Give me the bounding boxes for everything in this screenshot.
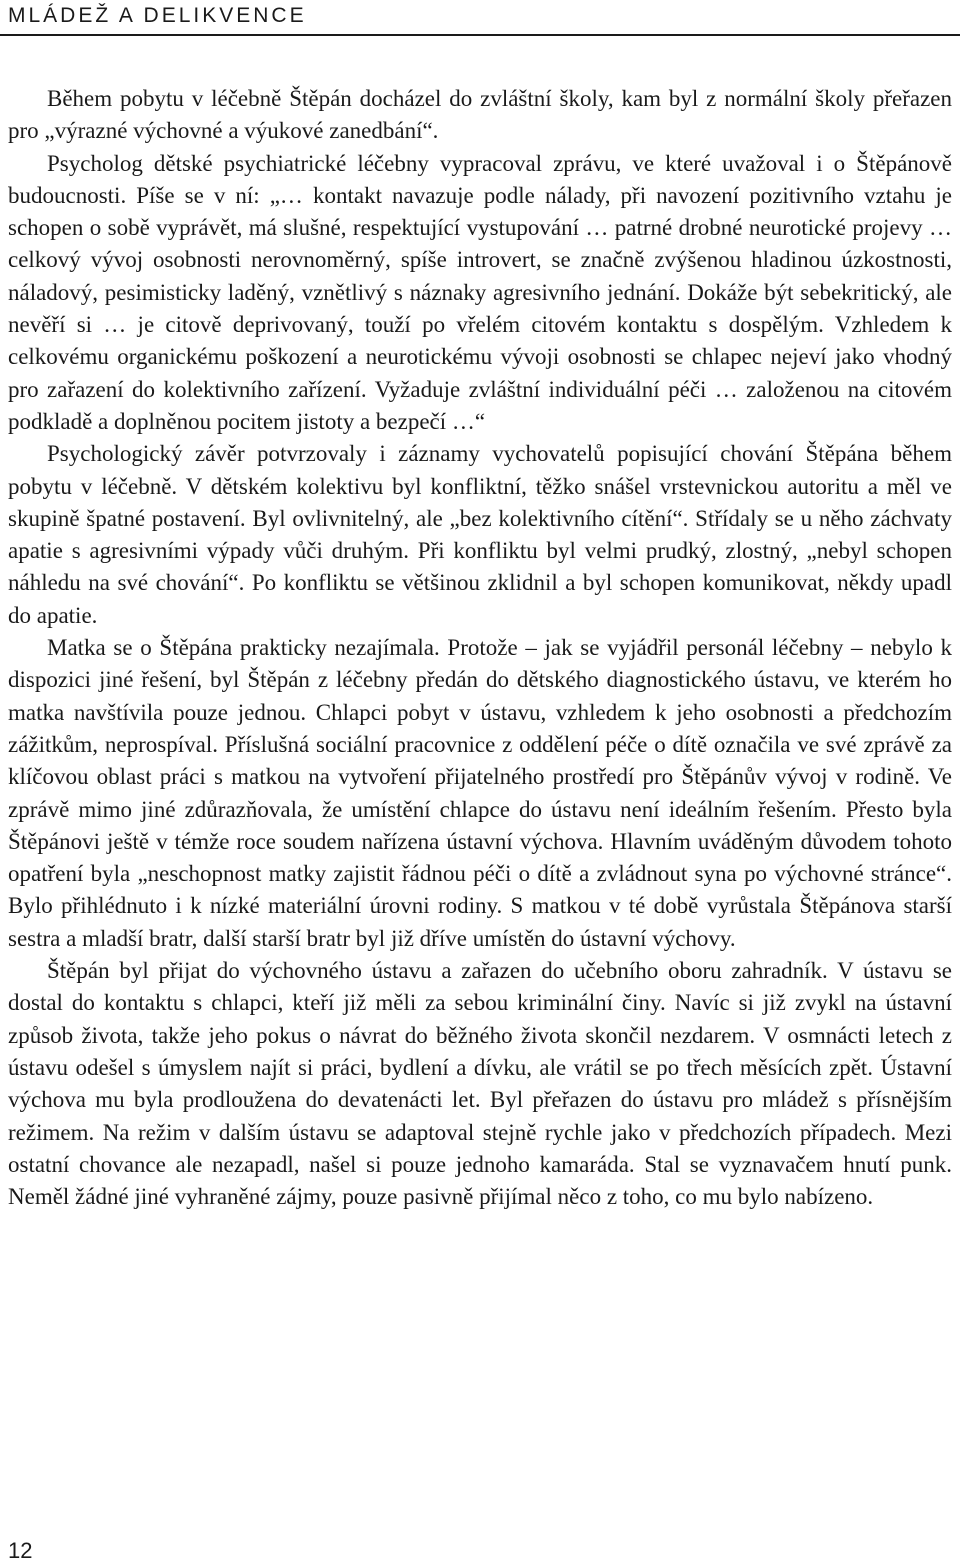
- paragraph: Matka se o Štěpána prakticky nezajímala. Protože – jak se vyjádřil personál léčebny – nebylo k dispozici jiné řešení, byl Štěpán z léčebny předán do dětského diagnostického ústavu, ve kterém ho matka navštívila pouze jednou. Chlapci pobyt v ústavu, vzhledem k jeho osobnosti a předchozím zážitkům, neprospíval. Příslušná sociální pracovnice z oddělení péče o dítě označila ve své zprávě za klíčovou oblast práci s matkou na vytvoření přijatelného prostředí pro Štěpánův vývoj v rodině. Ve zprávě mimo jiné zdůrazňovala, že umístění chlapce do ústavu není ideálním řešením. Přesto byla Štěpánovi ještě v témže roce soudem nařízena ústavní výchova. Hlavním uváděným důvodem tohoto opatření byla „neschopnost matky zajistit řádnou péči o dítě a zvládnout syna po výchovné stránce“. Bylo přihlédnuto i k nízké materiální úrovni rodiny. S matkou v té době vyrůstala Štěpánova starší sestra a mladší bratr, další starší bratr byl již dříve umístěn do ústavní výchovy.: [8, 635, 952, 951]
- paragraph: Psychologický závěr potvrzovaly i záznamy vychovatelů popisující chování Štěpána během pobytu v léčebně. V dětském kolektivu byl konfliktní, těžko snášel vrstevnickou autoritu a měl ve skupině špatné postavení. Byl ovlivnitelný, ale „bez kolektivního cítění“. Střídaly se u něho záchvaty apatie s agresivními výpady vůči druhým. Při konfliktu byl velmi prudký, zlostný, „nebyl schopen náhledu na své chování“. Po konfliktu se většinou zklidnil a byl schopen komunikovat, někdy upadl do apatie.: [8, 441, 952, 628]
- paragraph: Během pobytu v léčebně Štěpán docházel do zvláštní školy, kam byl z normální školy přeřazen pro „výrazné výchovné a výukové zanedbání“.: [8, 86, 952, 144]
- paragraph: Štěpán byl přijat do výchovného ústavu a zařazen do učebního oboru zahradník. V ústavu se dostal do kontaktu s chlapci, kteří již měli za sebou kriminální činy. Navíc si již zvykl na ústavní způsob života, takže jeho pokus o návrat do běžného života skončil nezdarem. V osmnácti letech z ústavu odešel s úmyslem najít si práci, bydlení a dívku, ale vrátil se po třech měsících zpět. Ústavní výchova mu byla prodloužena do devatenácti let. Byl přeřazen do ústavu pro mládež s přísnějším režimem. Na režim v dalším ústavu se adaptoval stejně rychle jako v předchozích případech. Mezi ostatní chovance ale nezapadl, našel si pouze jednoho kamaráda. Stal se vyznavačem hnutí punk. Neměl žádné jiné vyhraněné zájmy, pouze pasivně přijímal něco z toho, co mu bylo nabízeno.: [8, 958, 952, 1210]
- running-head: MLÁDEŽ A DELIKVENCE: [8, 4, 307, 27]
- header-rule: [0, 34, 960, 36]
- page-number: 12: [8, 1538, 33, 1563]
- paragraph: Psycholog dětské psychiatrické léčebny vypracoval zprávu, ve které uvažoval i o Štěpánově budoucnosti. Píše se v ní: „… kontakt navazuje podle nálady, při navození pozitivního vztahu je schopen o sobě vyprávět, má slušné, respektující vystupování … patrné drobné neurotické projevy … celkový vývoj osobnosti nerovnoměrný, spíše introvert, se značně zvýšenou hladinou úzkostnosti, náladový, pesimisticky laděný, vznětlivý s náznaky agresivního jednání. Dokáže být sebekritický, ale nevěří si … je citově deprivovaný, touží po vřelém citovém kontaktu s dospělým. Vzhledem k celkovému organickému poškození a neurotickému vývoji osobnosti se chlapec nejeví jako vhodný pro zařazení do kolektivního zařízení. Vyžaduje zvláštní individuální péči … založenou na citovém podkladě a doplněnou pocitem jistoty a bezpečí …“: [8, 150, 952, 434]
- body-text: [8, 83, 952, 1213]
